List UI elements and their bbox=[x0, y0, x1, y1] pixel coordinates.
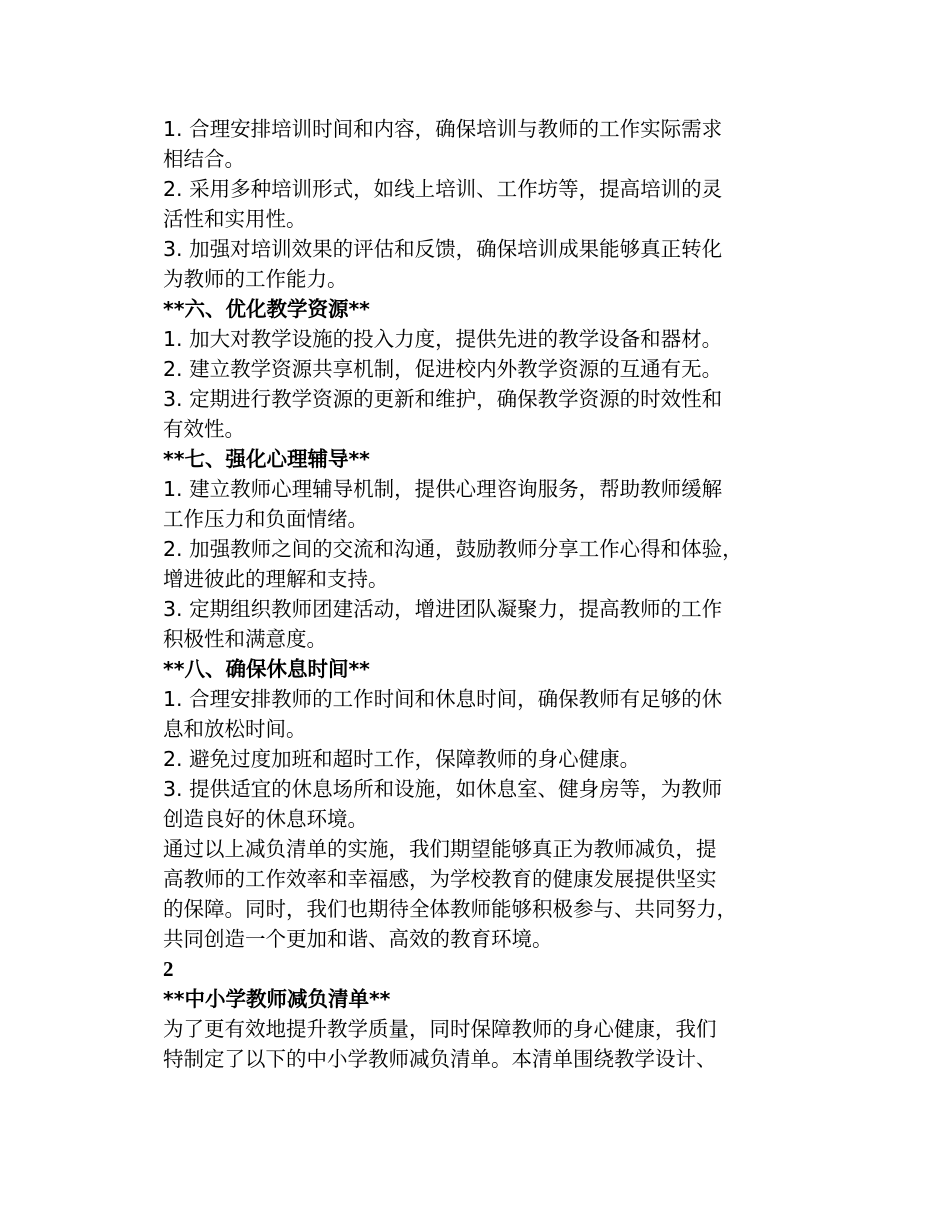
section-heading: **八、确保休息时间** bbox=[163, 657, 370, 681]
list-item: 1. 加大对教学设施的投入力度，提供先进的教学设备和器材。 bbox=[163, 327, 723, 351]
list-item: 2. 建立教学资源共享机制，促进校内外教学资源的互通有无。 bbox=[163, 357, 723, 381]
list-item: 1. 合理安排培训时间和内容，确保培训与教师的工作实际需求 bbox=[163, 117, 723, 141]
list-item: 1. 建立教师心理辅导机制，提供心理咨询服务，帮助教师缓解 bbox=[163, 477, 723, 501]
list-item: 3. 定期组织教师团建活动，增进团队凝聚力，提高教师的工作 bbox=[163, 597, 723, 621]
list-item-continuation: 为教师的工作能力。 bbox=[163, 267, 348, 291]
list-item-continuation: 工作压力和负面情绪。 bbox=[163, 507, 368, 531]
list-item-continuation: 相结合。 bbox=[163, 147, 245, 171]
list-item: 2. 采用多种培训形式，如线上培训、工作坊等，提高培训的灵 bbox=[163, 177, 723, 201]
list-item: 3. 定期进行教学资源的更新和维护，确保教学资源的时效性和 bbox=[163, 387, 723, 411]
section-number: 2 bbox=[163, 957, 174, 981]
paragraph-line: 为了更有效地提升教学质量，同时保障教师的身心健康，我们 bbox=[163, 1017, 717, 1041]
document-title: **中小学教师减负清单** bbox=[163, 987, 391, 1011]
list-item: 3. 提供适宜的休息场所和设施，如休息室、健身房等，为教师 bbox=[163, 777, 723, 801]
document-body bbox=[163, 114, 793, 1074]
list-item-continuation: 创造良好的休息环境。 bbox=[163, 807, 368, 831]
list-item-continuation: 息和放松时间。 bbox=[163, 717, 307, 741]
paragraph-line: 通过以上减负清单的实施，我们期望能够真正为教师减负，提 bbox=[163, 837, 717, 861]
list-item-continuation: 有效性。 bbox=[163, 417, 245, 441]
section-heading: **七、强化心理辅导** bbox=[163, 447, 370, 471]
paragraph-line: 特制定了以下的中小学教师减负清单。本清单围绕教学设计、 bbox=[163, 1047, 717, 1071]
list-item-continuation: 增进彼此的理解和支持。 bbox=[163, 567, 389, 591]
paragraph-line: 共同创造一个更加和谐、高效的教育环境。 bbox=[163, 927, 553, 951]
list-item: 2. 避免过度加班和超时工作，保障教师的身心健康。 bbox=[163, 747, 641, 771]
paragraph-line: 高教师的工作效率和幸福感，为学校教育的健康发展提供坚实 bbox=[163, 867, 717, 891]
section-heading: **六、优化教学资源** bbox=[163, 297, 370, 321]
paragraph-line: 的保障。同时，我们也期待全体教师能够积极参与、共同努力， bbox=[163, 897, 737, 921]
list-item: 2. 加强教师之间的交流和沟通，鼓励教师分享工作心得和体验， bbox=[163, 537, 743, 561]
list-item: 1. 合理安排教师的工作时间和休息时间，确保教师有足够的休 bbox=[163, 687, 723, 711]
list-item-continuation: 积极性和满意度。 bbox=[163, 627, 327, 651]
list-item-continuation: 活性和实用性。 bbox=[163, 207, 307, 231]
list-item: 3. 加强对培训效果的评估和反馈，确保培训成果能够真正转化 bbox=[163, 237, 723, 261]
